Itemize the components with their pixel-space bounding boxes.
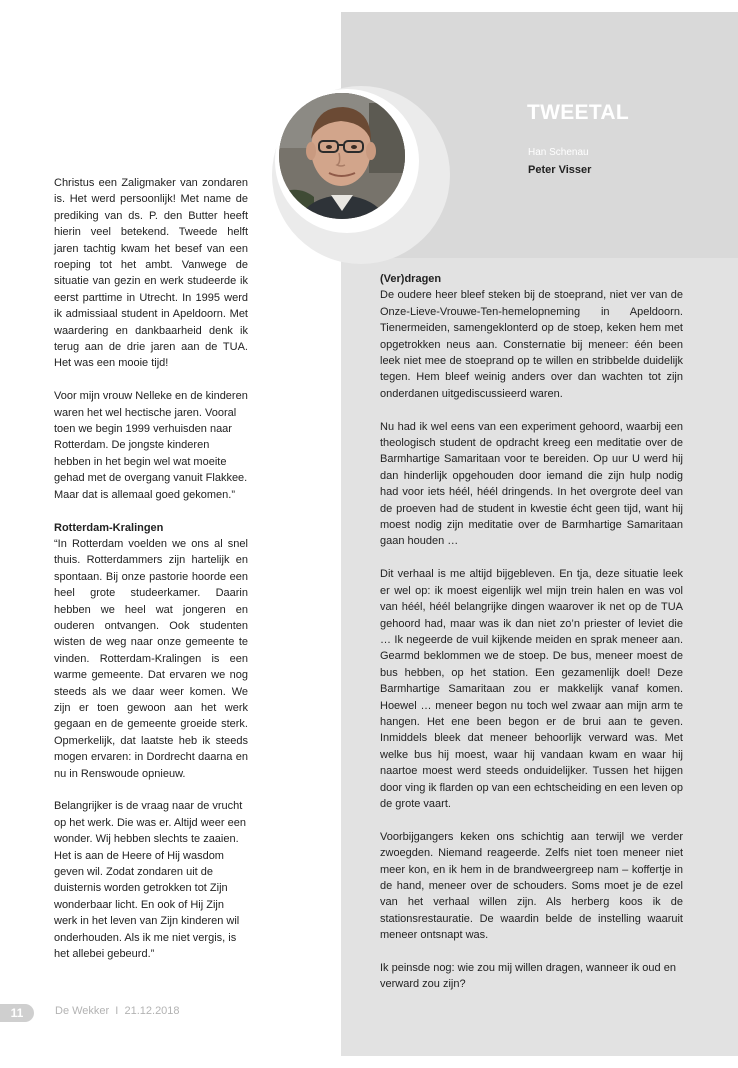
section-heading: Rotterdam-Kralingen [54, 521, 164, 534]
subject-name: Peter Visser [528, 164, 592, 176]
page-number: 11 [0, 1004, 34, 1022]
paragraph: Ik peinsde nog: wie zou mij willen dragen, wanneer ik oud en verward zou zijn? [380, 962, 676, 991]
author-photo [279, 93, 405, 219]
paragraph: Belangrijker is de vraag naar de vrucht op het werk. Die was er. Altijd weer een wonder. Wij hebben slechts te zaaien. Het is aan de Heere of Hij wasdom geven wil. Zodat zondaren uit de duisternis worden getrokken tot Zijn wonderbaar licht. En ook of Hij Zijn werk in het leven van Zijn kinderen wil onderhouden. Als ik me niet vergis, is het allebei gebeurd.” [54, 800, 246, 961]
paragraph: Dit verhaal is me altijd bijgebleven. En tja, deze situatie leek er wel op: ik moest eigenlijk wel mijn trein halen en was vol van héél, héél belangrijke dingen waarover ik net op de TUA gehoord had, maar was ik dan niet zo’n priester of leviet die … Ik negeerde de vuil kijkende meiden en sprak meneer aan. Gearmd beklommen we de stoep. De bus, meneer moest de bus hebben, op het station. Een gezamenlijk doel! Deze Barmhartige Samaritaan zou er makkelijk vanaf komen. Hoewel … meneer begon nu toch wel zwaar aan mijn arm te hangen. Het ene been begon er de brui aan te geven. Inmiddels bleek dat meneer behoorlijk verward was. Met welke bus hij moest, waar hij vandaan kwam en waar hij naartoe moest werd steeds onduidelijker. Tussen het hijgen door ving ik flarden op van een echtscheiding en een leven op de grote vaart. [380, 568, 683, 810]
interviewer-name: Han Schenau [528, 147, 589, 158]
paragraph: “In Rotterdam voelden we ons al snel thuis. Rotterdammers zijn hartelijk en spontaan. Bij onze pastorie hoorde een heel grote studeerkamer. Daarin hebben we heel wat jongeren en ouderen ontvangen. Ook studenten wisten de weg naar onze gemeente te vinden. Rotterdam-Kralingen is een warme gemeente. Dat ervaren we nog steeds als we daar weer komen. We zijn er toen gewoon aan het werk gegaan en de gemeente groeide sterk. Opmerkelijk, dat laatste heb ik steeds mogen ervaren: in Dordrecht daarna en nu in Renswoude opnieuw. [54, 537, 248, 780]
paragraph: De oudere heer bleef steken bij de stoeprand, niet ver van de Onze-Lieve-Vrouwe-Ten-hemelopneming in Apeldoorn. Tienermeiden, samengeklonterd op de stoep, keken hem met opgetrokken neus aan. Consternatie bij meneer: één been leek niet mee de stoeprand op te willen en stribbelde duidelijk tegen. Hem bleef weinig anders over dan wachten tot zijn onderdanen uitgediscussieerd waren. [380, 289, 683, 400]
left-column [54, 175, 248, 979]
paragraph: Voorbijgangers keken ons schichtig aan terwijl we verder zwoegden. Niemand reageerde. Zelfs niet toen meneer niet meer kon, en ik hem in de brandweergreep nam – koffertje in de hand, meneer over de schouders. Soms moet je de ezel van het verhaal willen zijn. Als herberg koos ik de stationsrestauratie. De waardin belde de instelling waaruit meneer ontsnapt was. [380, 830, 683, 942]
section-heading: (Ver)dragen [380, 273, 442, 285]
paragraph: Nu had ik wel eens van een experiment gehoord, waarbij een theologisch student de opdracht kreeg een meditatie over de Barmhartige Samaritaan voor te bereiden. Op uur U werd hij dan hinderlijk opgehouden door iemand die zijn hulp nodig had voor iets héél, héél dringends. In het overgrote deel van de proeven had de student in kwestie écht geen tijd, want hij moest nodig zijn meditatie over de Barmhartige Samaritaan gaan houden … [380, 420, 683, 548]
right-column [380, 271, 683, 1009]
page-title: TWEETAL [527, 101, 630, 124]
paragraph: Christus een Zaligmaker van zondaren is. Het werd persoonlijk! Met name de prediking van ds. P. den Butter heeft hierin veel betekend. Tweede helft jaren tachtig kwam het besef van een roeping tot het ambt. Vanwege de situatie van gezin en werk studeerde ik eerst parttime in Utrecht. In 1995 werd ik admissiaal student in Apeldoorn. Met waardering en dankbaarheid denk ik terug aan de drie jaren aan de TUA. Het was een mooie tijd! [54, 177, 248, 370]
paragraph: Voor mijn vrouw Nelleke en de kinderen waren het wel hectische jaren. Vooral toen we begin 1999 verhuisden naar Rotterdam. De jongste kinderen hebben in het begin wel wat moeite gehad met de overgang vanuit Flakkee. Maar dat is allemaal goed gekomen.” [54, 390, 248, 501]
footer-publication: De Wekker I 21.12.2018 [55, 1005, 180, 1017]
